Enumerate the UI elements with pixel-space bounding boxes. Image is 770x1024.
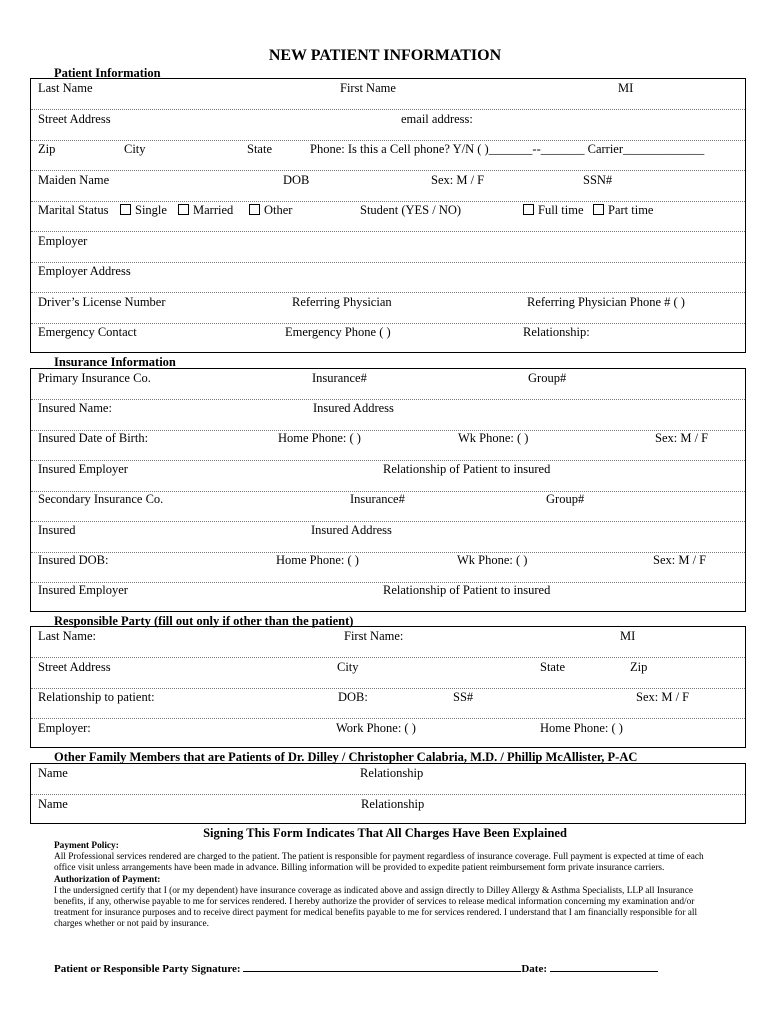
authorization-title: Authorization of Payment: bbox=[54, 874, 161, 885]
rp-zip-field[interactable]: Zip bbox=[630, 660, 648, 674]
rp-sex-field[interactable]: Sex: M / F bbox=[636, 690, 690, 704]
rp-dob-field[interactable]: DOB: bbox=[338, 690, 368, 704]
full-time-checkbox[interactable] bbox=[523, 203, 584, 218]
rp-state-field[interactable]: State bbox=[540, 660, 565, 674]
family-name-field-1[interactable]: Name bbox=[38, 766, 68, 780]
rp-home-phone-field[interactable]: Home Phone: ( ) bbox=[540, 721, 623, 735]
employer-field[interactable]: Employer bbox=[38, 234, 88, 248]
rp-last-name-field[interactable]: Last Name: bbox=[38, 629, 96, 643]
date-label: Date: bbox=[521, 963, 547, 975]
mi-field[interactable]: MI bbox=[618, 81, 634, 95]
checkbox-icon[interactable] bbox=[178, 204, 189, 215]
secondary-group-number-field[interactable]: Group# bbox=[546, 492, 585, 506]
page-title: NEW PATIENT INFORMATION bbox=[268, 47, 502, 64]
checkbox-icon[interactable] bbox=[249, 204, 260, 215]
signature-field[interactable] bbox=[243, 961, 521, 972]
insurance-section-heading: Insurance Information bbox=[54, 355, 176, 369]
full-time-label: Full time bbox=[538, 203, 584, 217]
signature-label: Patient or Responsible Party Signature: bbox=[54, 963, 241, 975]
employer-address-field[interactable]: Employer Address bbox=[38, 264, 131, 278]
other-label: Other bbox=[264, 203, 293, 217]
emergency-relationship-field[interactable]: Relationship: bbox=[523, 325, 590, 339]
zip-field[interactable]: Zip bbox=[38, 142, 56, 156]
insured-dob-field[interactable]: Insured Date of Birth: bbox=[38, 431, 149, 445]
part-time-label: Part time bbox=[608, 203, 654, 217]
student-field[interactable]: Student (YES / NO) bbox=[360, 203, 462, 217]
single-checkbox[interactable] bbox=[120, 203, 167, 218]
last-name-field[interactable]: Last Name bbox=[38, 81, 93, 95]
family-relationship-field-2[interactable]: Relationship bbox=[361, 797, 425, 811]
secondary-insurance-number-field[interactable]: Insurance# bbox=[350, 492, 405, 506]
group-number-field[interactable]: Group# bbox=[528, 371, 567, 385]
rp-employer-field[interactable]: Employer: bbox=[38, 721, 91, 735]
rp-street-address-field[interactable]: Street Address bbox=[38, 660, 111, 674]
drivers-license-field[interactable]: Driver’s License Number bbox=[38, 295, 166, 309]
payment-policy-text: All Professional services rendered are charged to the patient. The patient is responsible for payment regardless of insurance coverage. Full payment is expected at time of each office visit unless arrangements have been made in advance. Billing information will be provided to expedite patient reimbursement form private insurance carriers. bbox=[54, 852, 704, 874]
date-field[interactable] bbox=[550, 961, 658, 972]
responsible-section-heading: Responsible Party (fill out only if other than the patient) bbox=[54, 614, 354, 628]
insured-name-field[interactable]: Insured Name: bbox=[38, 401, 112, 415]
patient-section-heading: Patient Information bbox=[54, 66, 161, 80]
family-relationship-field-1[interactable]: Relationship bbox=[360, 766, 424, 780]
family-name-field-2[interactable]: Name bbox=[38, 797, 68, 811]
payment-policy-title: Payment Policy: bbox=[54, 841, 119, 851]
rp-work-phone-field[interactable]: Work Phone: ( ) bbox=[336, 721, 416, 735]
insured-wk-phone-field[interactable]: Wk Phone: ( ) bbox=[458, 431, 529, 445]
checkbox-icon[interactable] bbox=[523, 204, 534, 215]
secondary-insurance-field[interactable]: Secondary Insurance Co. bbox=[38, 492, 164, 506]
state-field[interactable]: State bbox=[247, 142, 272, 156]
marital-status-label: Marital Status bbox=[38, 203, 109, 217]
signature-line bbox=[54, 961, 658, 975]
secondary-relationship-to-insured-field[interactable]: Relationship of Patient to insured bbox=[383, 583, 551, 597]
authorization-text: I the undersigned certify that I (or my dependent) have insurance coverage as indicated above and assign directly to Dilley Allergy & Asthma Specialists, LLP all Insurance benefits, if any, otherwise payable to me for services rendered. I hereby authorize the provider of services to release medical information concerning my examination and/or treatment for insurance purposes and to receive direct payment for medical benefits payable to me for services rendered. I understand that I am financially responsible for all charges whether or not paid by insurance. bbox=[54, 885, 698, 930]
rp-first-name-field[interactable]: First Name: bbox=[344, 629, 404, 643]
ssn-field[interactable]: SSN# bbox=[583, 173, 613, 187]
email-field[interactable]: email address: bbox=[401, 112, 473, 126]
part-time-checkbox[interactable] bbox=[593, 203, 653, 218]
married-checkbox[interactable] bbox=[178, 203, 233, 218]
first-name-field[interactable]: First Name bbox=[340, 81, 396, 95]
secondary-insured-field[interactable]: Insured bbox=[38, 523, 76, 537]
emergency-contact-field[interactable]: Emergency Contact bbox=[38, 325, 137, 339]
city-field[interactable]: City bbox=[124, 142, 146, 156]
checkbox-icon[interactable] bbox=[120, 204, 131, 215]
relationship-to-insured-field[interactable]: Relationship of Patient to insured bbox=[383, 462, 551, 476]
married-label: Married bbox=[193, 203, 234, 217]
rp-mi-field[interactable]: MI bbox=[620, 629, 636, 643]
secondary-wk-phone-field[interactable]: Wk Phone: ( ) bbox=[457, 553, 528, 567]
primary-insurance-field[interactable]: Primary Insurance Co. bbox=[38, 371, 151, 385]
maiden-name-field[interactable]: Maiden Name bbox=[38, 173, 110, 187]
checkbox-icon[interactable] bbox=[593, 204, 604, 215]
referring-physician-field[interactable]: Referring Physician bbox=[292, 295, 392, 309]
insurance-number-field[interactable]: Insurance# bbox=[312, 371, 367, 385]
secondary-sex-field[interactable]: Sex: M / F bbox=[653, 553, 707, 567]
phone-field[interactable]: Phone: Is this a Cell phone? Y/N ( )_______--_______ Carrier_____________ bbox=[310, 142, 705, 156]
rp-city-field[interactable]: City bbox=[337, 660, 359, 674]
secondary-home-phone-field[interactable]: Home Phone: ( ) bbox=[276, 553, 359, 567]
insured-employer-field[interactable]: Insured Employer bbox=[38, 462, 128, 476]
payment-policy-block bbox=[54, 841, 716, 931]
insured-home-phone-field[interactable]: Home Phone: ( ) bbox=[278, 431, 361, 445]
dob-field[interactable]: DOB bbox=[283, 173, 310, 187]
single-label: Single bbox=[135, 203, 167, 217]
insured-address-field[interactable]: Insured Address bbox=[313, 401, 394, 415]
rp-ss-field[interactable]: SS# bbox=[453, 690, 474, 704]
insured-sex-field[interactable]: Sex: M / F bbox=[655, 431, 709, 445]
emergency-phone-field[interactable]: Emergency Phone ( ) bbox=[285, 325, 391, 339]
secondary-insured-employer-field[interactable]: Insured Employer bbox=[38, 583, 128, 597]
other-checkbox[interactable] bbox=[249, 203, 292, 218]
family-section-heading: Other Family Members that are Patients of Dr. Dilley / Christopher Calabria, M.D. / Phillip McAllister, P-AC bbox=[54, 750, 638, 764]
rp-relationship-field[interactable]: Relationship to patient: bbox=[38, 690, 155, 704]
sex-field[interactable]: Sex: M / F bbox=[431, 173, 485, 187]
secondary-insured-address-field[interactable]: Insured Address bbox=[311, 523, 392, 537]
street-address-field[interactable]: Street Address bbox=[38, 112, 111, 126]
secondary-insured-dob-field[interactable]: Insured DOB: bbox=[38, 553, 109, 567]
referring-physician-phone-field[interactable]: Referring Physician Phone # ( ) bbox=[527, 295, 685, 309]
signing-heading: Signing This Form Indicates That All Charges Have Been Explained bbox=[203, 826, 567, 840]
